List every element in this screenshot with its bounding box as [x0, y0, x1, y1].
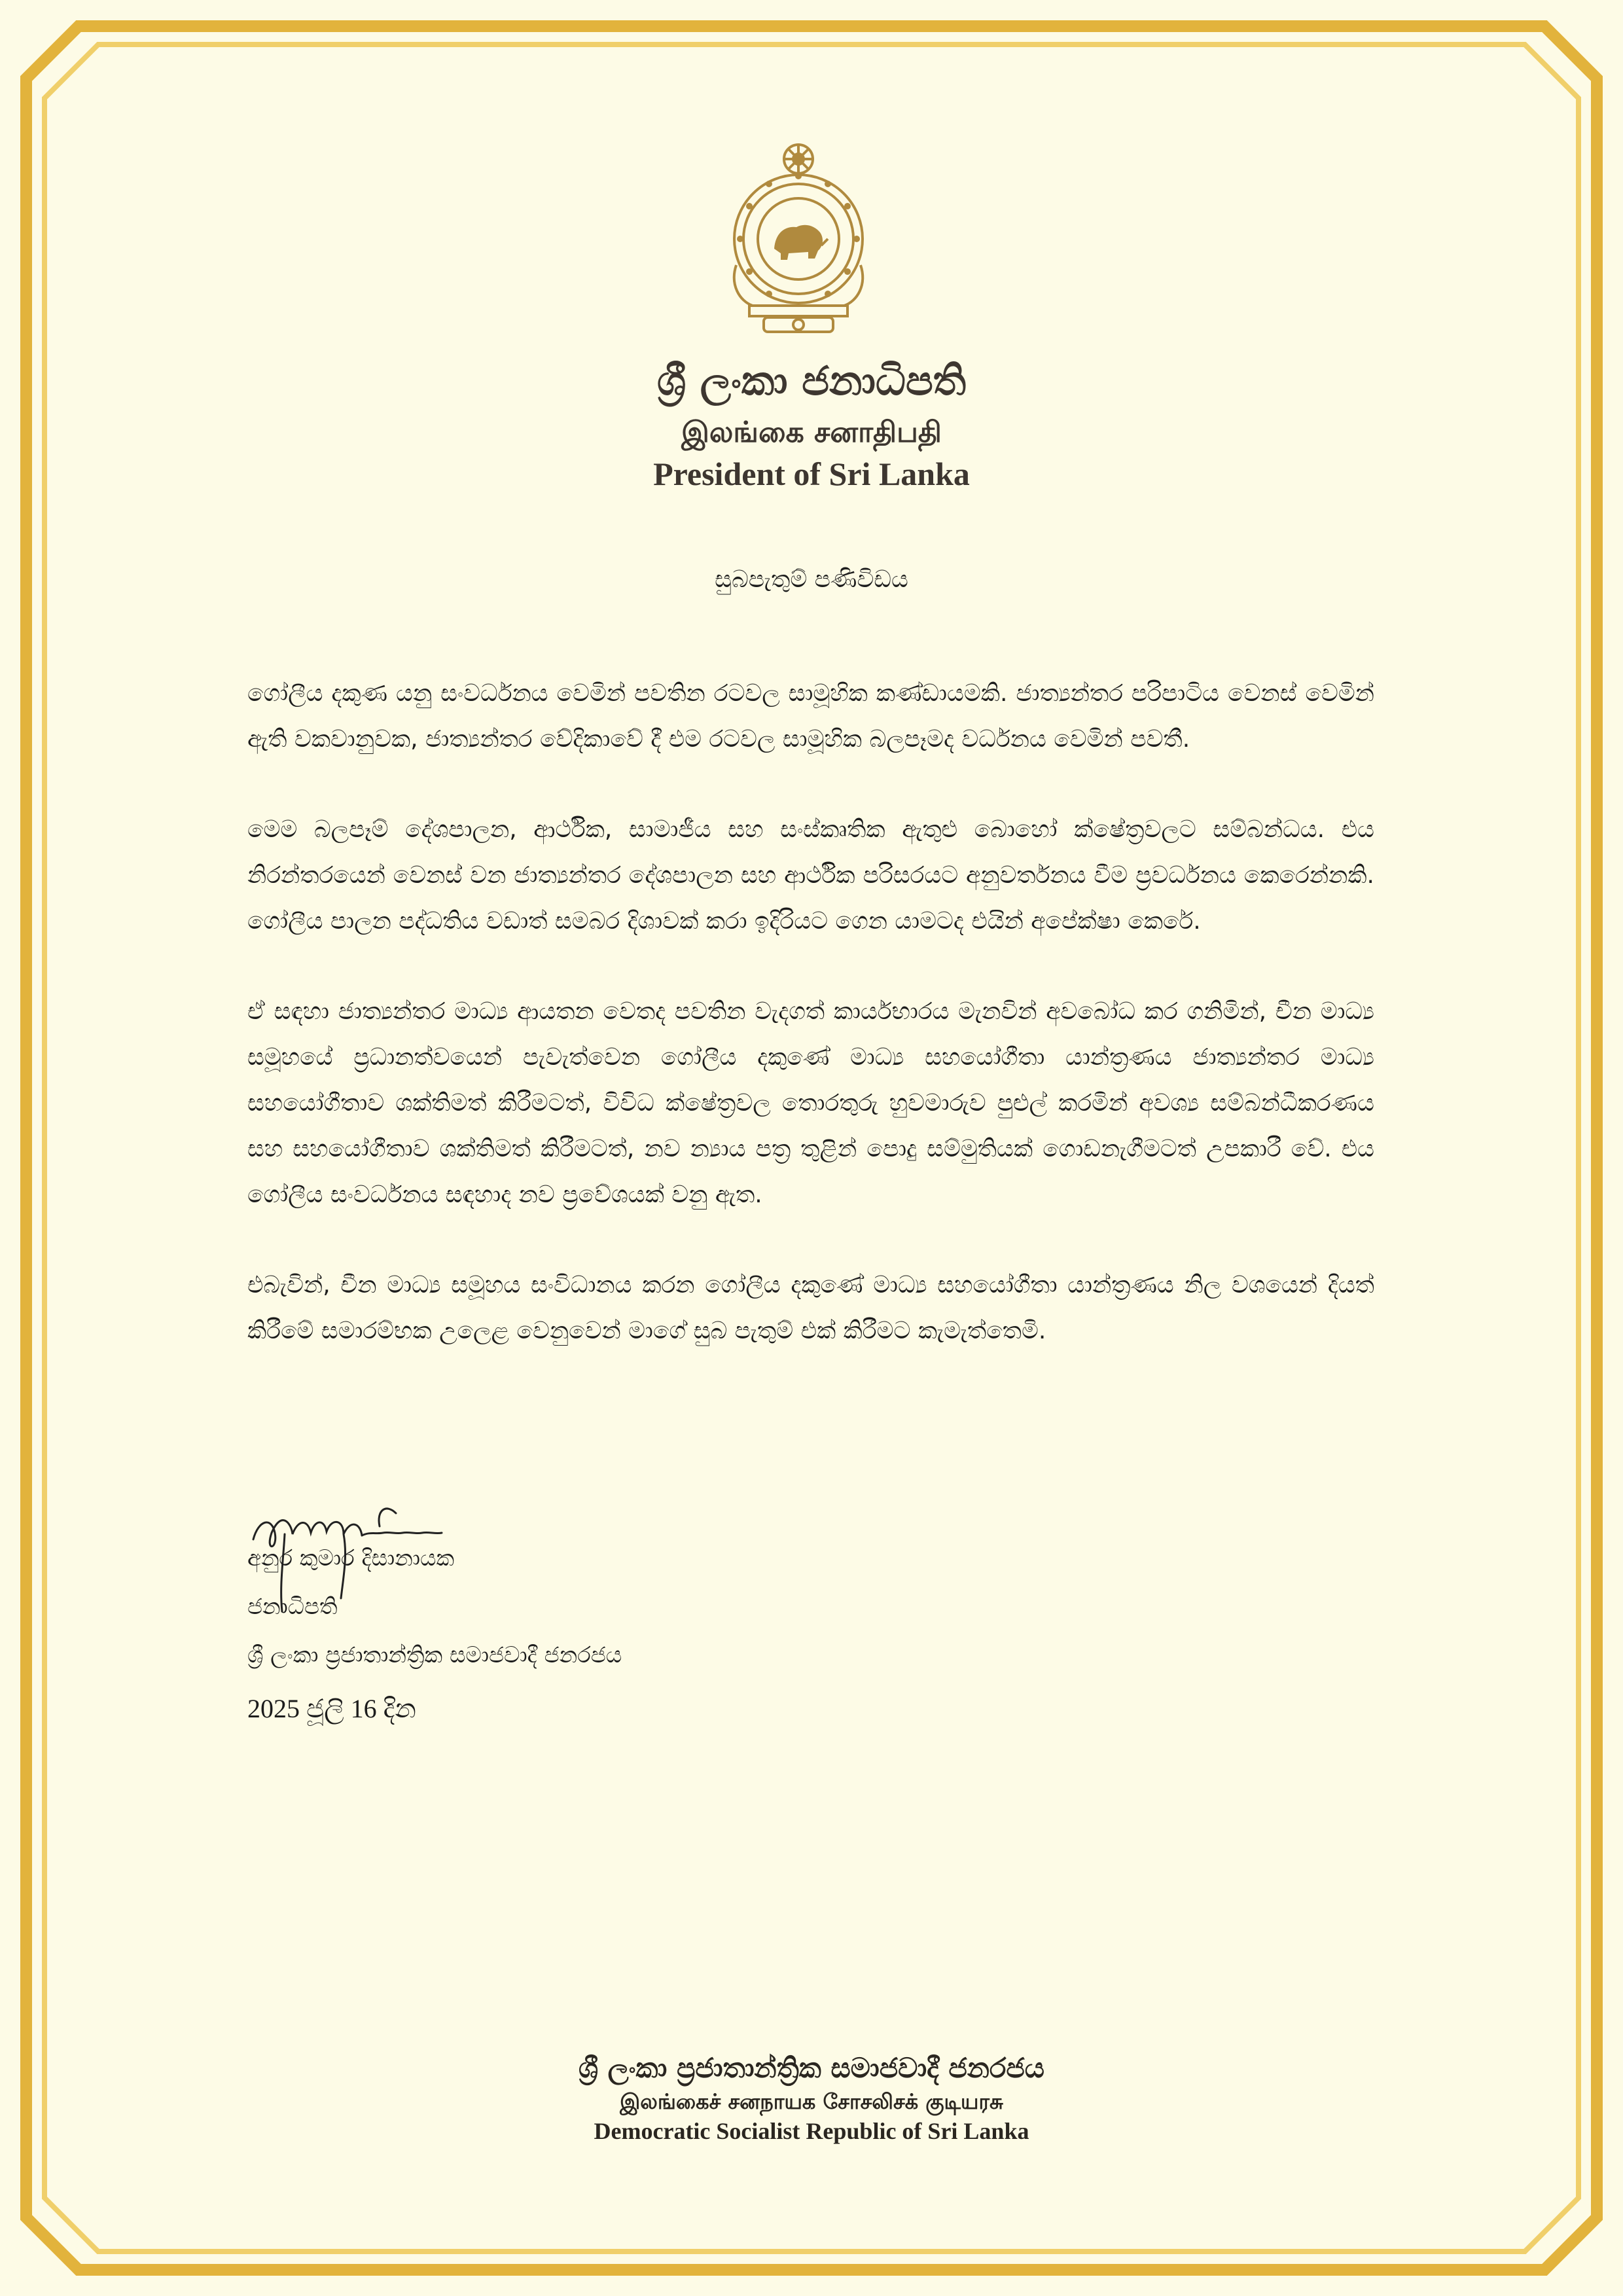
body-paragraph: ගෝලීය දකුණ යනු සංවර්ධනය වෙමින් පවතින රටවල සාමූහික කණ්ඩායමකි. ජාත්‍යන්තර පරිපාටිය වෙනස් වෙමින් ඇති වකවානුවක, ජාත්‍යන්තර වේදිකාවේ දී එම රටවල සාමූහික බලපෑමද වර්ධනය වෙමින් පවතී. — [247, 680, 1374, 753]
letter-body — [247, 671, 1374, 1399]
signature-block — [247, 1540, 622, 1739]
letter-date: 2025 ජූලි 16 දින — [247, 1694, 416, 1723]
footer-english: Democratic Socialist Republic of Sri Lanka — [594, 2118, 1029, 2144]
header-title-english: President of Sri Lanka — [653, 456, 970, 492]
body-paragraph: මෙම බලපෑම් දේශපාලන, ආර්ථික, සාමාජීය සහ සංස්කෘතික ඇතුළු බොහෝ ක්ෂේත්‍රවලට සම්බන්ධය. එය නිරන්තරයෙන් වෙනස් වන ජාත්‍යන්තර දේශපාලන සහ ආර්ථික පරිසරයට අනුවර්තනය වීම ප්‍රවර්ධනය කෙරෙන්නකි. ගෝලීය පාලන පද්ධතිය වඩාත් සමබර දිශාවක් කරා ඉදිරියට ගෙන යාමටද එයින් අපේක්ෂා කෙරේ. — [247, 816, 1374, 935]
body-paragraph: ඒ සඳහා ජාත්‍යන්තර මාධ්‍ය ආයතන වෙතද පවතින වැදගත් කාර්යභාරය මැනවින් අවබෝධ කර ගනිමින්, චීන මාධ්‍ය සමූහයේ ප්‍රධානත්වයෙන් පැවැත්වෙන ගෝලීය දකුණේ මාධ්‍ය සහයෝගීතා යාන්ත්‍රණය ජාත්‍යන්තර මාධ්‍ය සහයෝගීතාව ශක්තිමත් කිරීමටත්, විවිධ ක්ෂේත්‍රවල තොරතුරු හුවමාරුව පුළුල් කරමින් අවශ්‍ය සම්බන්ධීකරණය සහ සහයෝගීතාව ශක්තිමත් කිරීමටත්, නව න්‍යාය පත්‍ර තුළින් පොදු සම්මුතියක් ගොඩනැගීමටත් උපකාරී වේ. එය ගෝලීය සංවර්ධනය සඳහාද නව ප්‍රවේශයක් වනු ඇත. — [247, 998, 1374, 1208]
signatory-name: අනුර කුමාර දිසානායක — [247, 1545, 455, 1571]
footer-tamil: இலங்கைச் சனநாயக சோசலிசக் குடியரசு — [620, 2089, 1003, 2114]
footer-sinhala: ශ්‍රී ලංකා ප්‍රජාතාන්ත්‍රික සමාජවාදී ජනරජය — [579, 2052, 1044, 2084]
body-paragraph: එබැවින්, චීන මාධ්‍ය සමූහය සංවිධානය කරන ගෝලීය දකුණේ මාධ්‍ය සහයෝගීතා යාන්ත්‍රණය නිල වශයෙන් දියත් කිරීමේ සමාරම්භක උලෙළ වෙනුවෙන් මාගේ සුබ පැතුම් එක් කිරීමට කැමැත්තෙමි. — [247, 1272, 1374, 1344]
letter-subject: සුබපැතුම් පණිවිඩය — [715, 566, 908, 593]
header-title-sinhala: ශ්‍රී ලංකා ජනාධිපති — [656, 357, 967, 404]
signatory-title: ජනාධිපති — [247, 1594, 338, 1620]
signatory-state: ශ්‍රී ලංකා ප්‍රජාතාන්ත්‍රික සමාජවාදී ජනරජය — [247, 1642, 622, 1668]
national-emblem-icon — [723, 134, 874, 337]
header-title-tamil: இலங்கை சனாதிபதி — [681, 416, 942, 449]
